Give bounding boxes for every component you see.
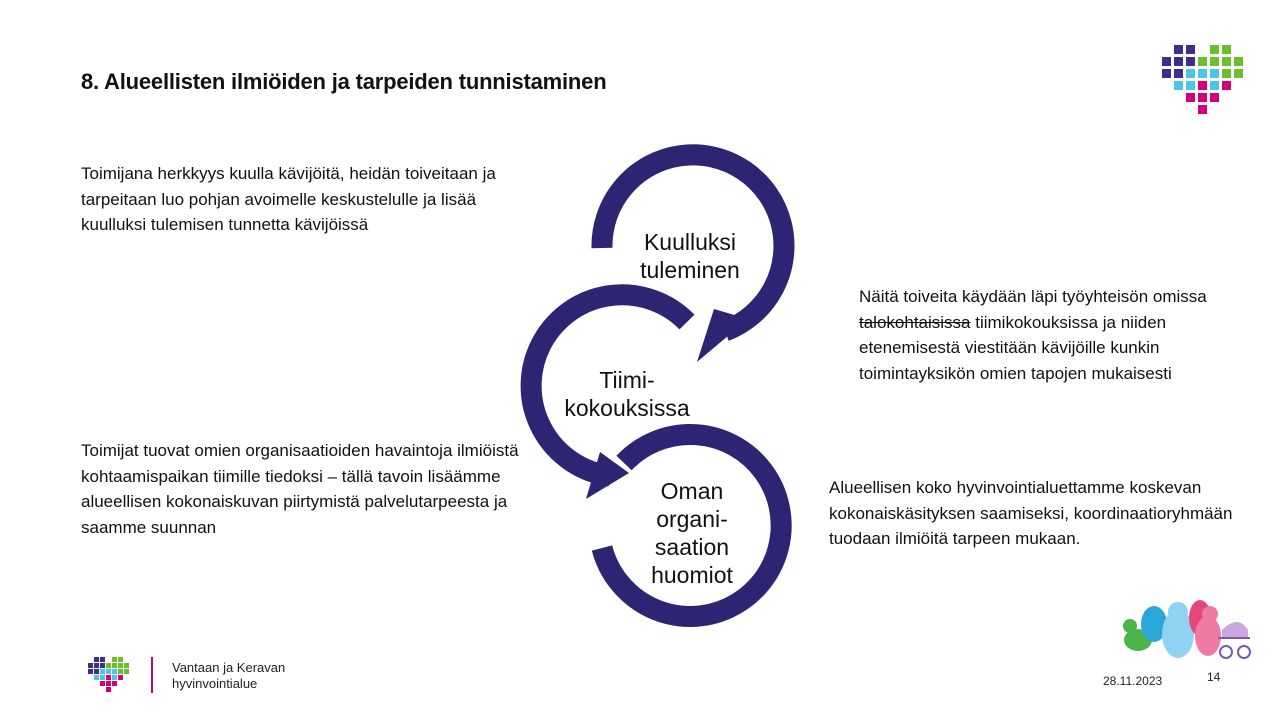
text-segment: Näitä toiveita käydään läpi työyhteisön omissa	[859, 287, 1207, 306]
label-line: kokouksissa	[564, 395, 690, 421]
footer-organization-name	[172, 660, 285, 692]
heart-logo-icon	[1158, 42, 1252, 120]
page-number: 14	[1207, 670, 1221, 684]
label-line: tuleminen	[640, 257, 740, 283]
footer-divider	[151, 657, 153, 693]
struck-text: talokohtaisissa	[859, 312, 971, 332]
label-line: saation	[654, 534, 730, 560]
paragraph-bottom-left: Toimijat tuovat omien organisaatioiden havaintoja ilmiöistä kohtaamispaikan tiimille tiedoksi – tällä tavoin lisäämme alueellisen kokonaiskuvan piirtymistä palvelutarpeesta ja saamme suunnan	[81, 441, 519, 537]
label-line: organi-	[656, 506, 728, 532]
slide-date: 28.11.2023	[1103, 674, 1163, 688]
cycle-label-tiimikokouksissa	[547, 366, 707, 422]
label-line: Oman	[660, 478, 724, 504]
org-line: Vantaan ja Keravan	[172, 660, 286, 675]
text-segment: tiimikokouksissa ja niiden etenemisestä viestitään kävijöille kunkin toimintayksikön omien tapojen mukaisesti	[859, 312, 1172, 383]
footer-logo-icon	[88, 656, 136, 696]
label-line: huomiot	[651, 562, 733, 588]
cycle-label-oman-organisaation	[622, 477, 762, 589]
org-line: hyvinvointialue	[172, 676, 258, 691]
label-line: Kuulluksi	[643, 229, 737, 255]
paragraph-top-left: Toimijana herkkyys kuulla kävijöitä, heidän toiveitaan ja tarpeitaan luo pohjan avoimelle keskustelulle ja lisää kuulluksi tulemisen tunnetta kävijöissä	[81, 164, 496, 234]
squirrel-family-with-stroller-icon	[1112, 596, 1254, 666]
slide-title: 8. Alueellisten ilmiöiden ja tarpeiden tunnistaminen	[81, 69, 607, 94]
paragraph-right-bottom: Alueellisen koko hyvinvointialuettamme koskevan kokonaiskäsityksen saamiseksi, koordinaatioryhmään tuodaan ilmiöitä tarpeen mukaan.	[829, 478, 1233, 548]
label-line: Tiimi-	[599, 367, 655, 393]
cycle-label-kuulluksi	[620, 228, 760, 284]
